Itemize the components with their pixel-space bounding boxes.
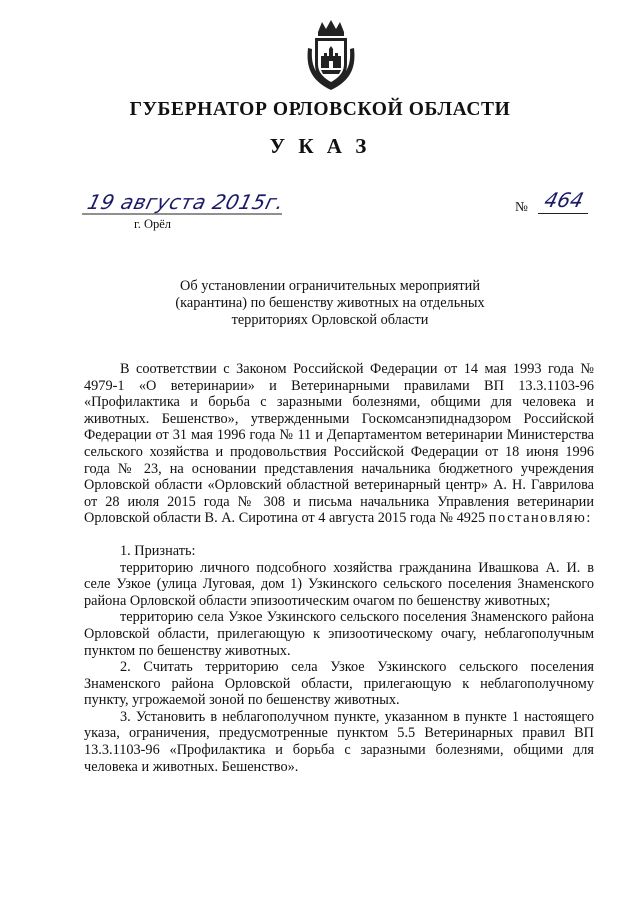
subject-line: (карантина) по бешенству животных на отдельных bbox=[175, 295, 485, 311]
document-number-label: № bbox=[515, 199, 528, 214]
preamble-paragraph bbox=[84, 361, 594, 527]
item-1-paragraph-a: территорию личного подсобного хозяйства гражданина Ивашкова А. И. в селе Узкое (улица Луговая, дом 1) Узкинского сельского поселения Знаменского района Орловской области эпизоотическим очагом по бешенству животных; bbox=[84, 559, 594, 609]
document-type-title: У К А З bbox=[269, 134, 371, 158]
document-date-handwritten: 19 августа 2015г. bbox=[85, 190, 287, 214]
item-3-paragraph: 3. Установить в неблагополучном пункте, указанном в пункте 1 настоящего указа, ограничения, предусмотренные пунктом 5.5 Ветеринарных правил ВП 13.3.1103-96 «Профилактика и борьба с заразными болезнями, общими для человека и животных. Бешенство». bbox=[84, 708, 594, 775]
paragraph-gap bbox=[84, 527, 594, 543]
document-number-handwritten: 464 bbox=[542, 188, 587, 212]
item-1-paragraph-b: территорию села Узкое Узкинского сельского поселения Знаменского района Орловской области, прилегающую к эпизоотическому очагу, неблагополучным пунктом по бешенству животных. bbox=[84, 609, 594, 659]
orel-region-coat-of-arms-icon bbox=[304, 18, 358, 92]
subject-line: Об установлении ограничительных мероприятий bbox=[180, 278, 480, 294]
decree-body bbox=[84, 361, 594, 775]
preamble-text: В соответствии с Законом Российской Федерации от 14 мая 1993 года № 4979-1 «О ветеринарии» и Ветеринарными правилами ВП 13.3.1103-96 «Профилактика и борьба с заразными болезнями, общими для человека и животных. Бешенство», утвержденными Госкомсанэпиднадзором Российской Федерации от 31 мая 1996 года № 11 и Департаментом ветеринарии Министерства сельского хозяйства и продовольствия Российской Федерации от 18 июня 1996 года № 23, на основании представления начальника бюджетного учреждения Орловской области «Орловский областной ветеринарный центр» А. Н. Гаврилова от 28 июля 2015 года № 308 и письма начальника Управления ветеринарии Орловской области В. А. Сиротина от 4 августа 2015 года № 4925 bbox=[84, 361, 594, 527]
decree-subject bbox=[140, 278, 520, 329]
subject-line: территориях Орловской области bbox=[231, 312, 429, 328]
number-underline bbox=[538, 213, 588, 214]
document-city: г. Орёл bbox=[134, 217, 172, 231]
item-2-paragraph: 2. Считать территорию села Узкое Узкинского сельского поселения Знаменского района Орловской области, прилегающую к неблагополучному пункту, угрожаемой зоной по бешенству животных. bbox=[84, 659, 594, 709]
issuing-office-title: ГУБЕРНАТОР ОРЛОВСКОЙ ОБЛАСТИ bbox=[129, 99, 511, 120]
decree-word: постановляю: bbox=[488, 510, 592, 527]
item-1-heading: 1. Признать: bbox=[120, 542, 196, 559]
